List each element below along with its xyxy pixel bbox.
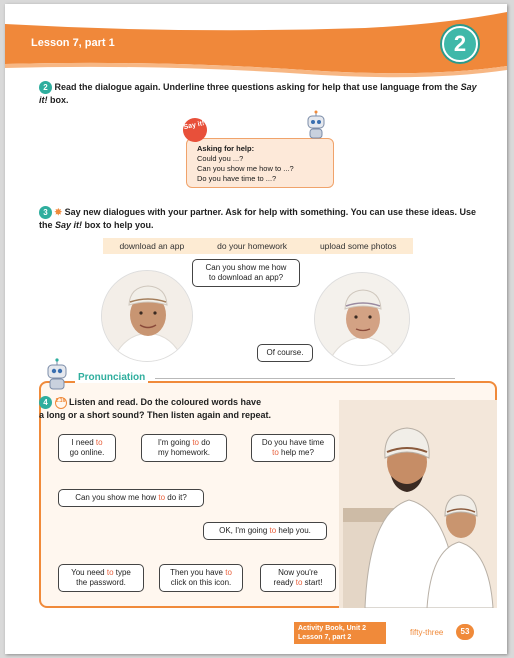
- tag-line: Activity Book, Unit 2: [298, 625, 367, 632]
- unit-badge: 2: [442, 26, 478, 62]
- exercise-2-text: Read the dialogue again. Underline three questions asking for help that use language from the: [54, 82, 461, 92]
- exercise-3-text: Say new dialogues with your partner. Ask for help with something. You can use these ideas. Use the: [39, 207, 477, 230]
- exercise-2-instruction: [39, 81, 479, 106]
- exercise-3-emphasis: Say it!: [55, 220, 83, 230]
- pronunciation-bubble: Do you have time to help me?: [251, 434, 335, 462]
- pronunciation-bubble: Now you're ready to start!: [260, 564, 336, 592]
- say-it-line: Could you ...?: [197, 154, 244, 163]
- pronunciation-bubble: You need to type the password.: [58, 564, 144, 592]
- idea-item: download an app: [119, 241, 185, 251]
- pronunciation-bubble: I need to go online.: [58, 434, 116, 462]
- say-it-heading: Asking for help:: [197, 144, 255, 153]
- boy-photo-left: [101, 270, 193, 362]
- ideas-strip: [103, 238, 413, 254]
- pronunciation-bubble: Can you show me how to do it?: [58, 489, 204, 507]
- robot-icon: [303, 110, 329, 140]
- exercise-3-instruction: [39, 206, 479, 231]
- say-it-badge: Say it!: [181, 116, 209, 144]
- idea-item: upload some photos: [319, 241, 397, 251]
- exercise-2-number: 2: [39, 81, 52, 94]
- page-number-words: fifty-three: [410, 628, 444, 637]
- pronunciation-bubble: Then you have to click on this icon.: [159, 564, 243, 592]
- pronunciation-label: Pronunciation: [75, 372, 148, 383]
- page-number: 53: [456, 624, 474, 640]
- exercise-3-text-end: box to help you.: [82, 220, 154, 230]
- exercise-4-number: 4: [39, 396, 52, 409]
- boy-photo-right: [314, 272, 410, 366]
- robot-icon: [43, 358, 71, 390]
- exercise-4-text: a long or a short sound? Then listen again and repeat.: [39, 410, 272, 420]
- say-it-box: [186, 138, 334, 188]
- exercise-4-text: Listen and read. Do the coloured words have: [69, 397, 262, 407]
- audio-track-number: 2.16: [55, 397, 66, 404]
- tag-line: Lesson 7, part 2: [298, 634, 352, 641]
- activity-book-tag: [294, 622, 386, 644]
- exercise-2-text-end: box.: [47, 95, 69, 105]
- bubble-line: to download an app?: [208, 273, 284, 282]
- sparkle-icon: ✸: [54, 207, 63, 217]
- audio-track-icon[interactable]: [55, 397, 67, 409]
- pronunciation-rule: [155, 378, 455, 379]
- say-it-line: Can you show me how to ...?: [197, 164, 294, 173]
- speech-bubble-question: [192, 259, 300, 287]
- exercise-4-instruction: [39, 396, 339, 421]
- pronunciation-bubble: OK, I'm going to help you.: [203, 522, 327, 540]
- say-it-line: Do you have time to ...?: [197, 174, 277, 183]
- exercise-3-number: 3: [39, 206, 52, 219]
- idea-item: do your homework: [217, 241, 288, 251]
- exercise-2-emphasis: Say it!: [39, 82, 477, 105]
- textbook-page: [5, 4, 507, 654]
- speech-bubble-answer: Of course.: [257, 344, 313, 362]
- pronunciation-bubble: I'm going to do my homework.: [141, 434, 227, 462]
- bubble-line: Can you show me how: [205, 263, 287, 272]
- father-and-son-illustration: [339, 400, 497, 608]
- lesson-title: Lesson 7, part 1: [31, 37, 115, 49]
